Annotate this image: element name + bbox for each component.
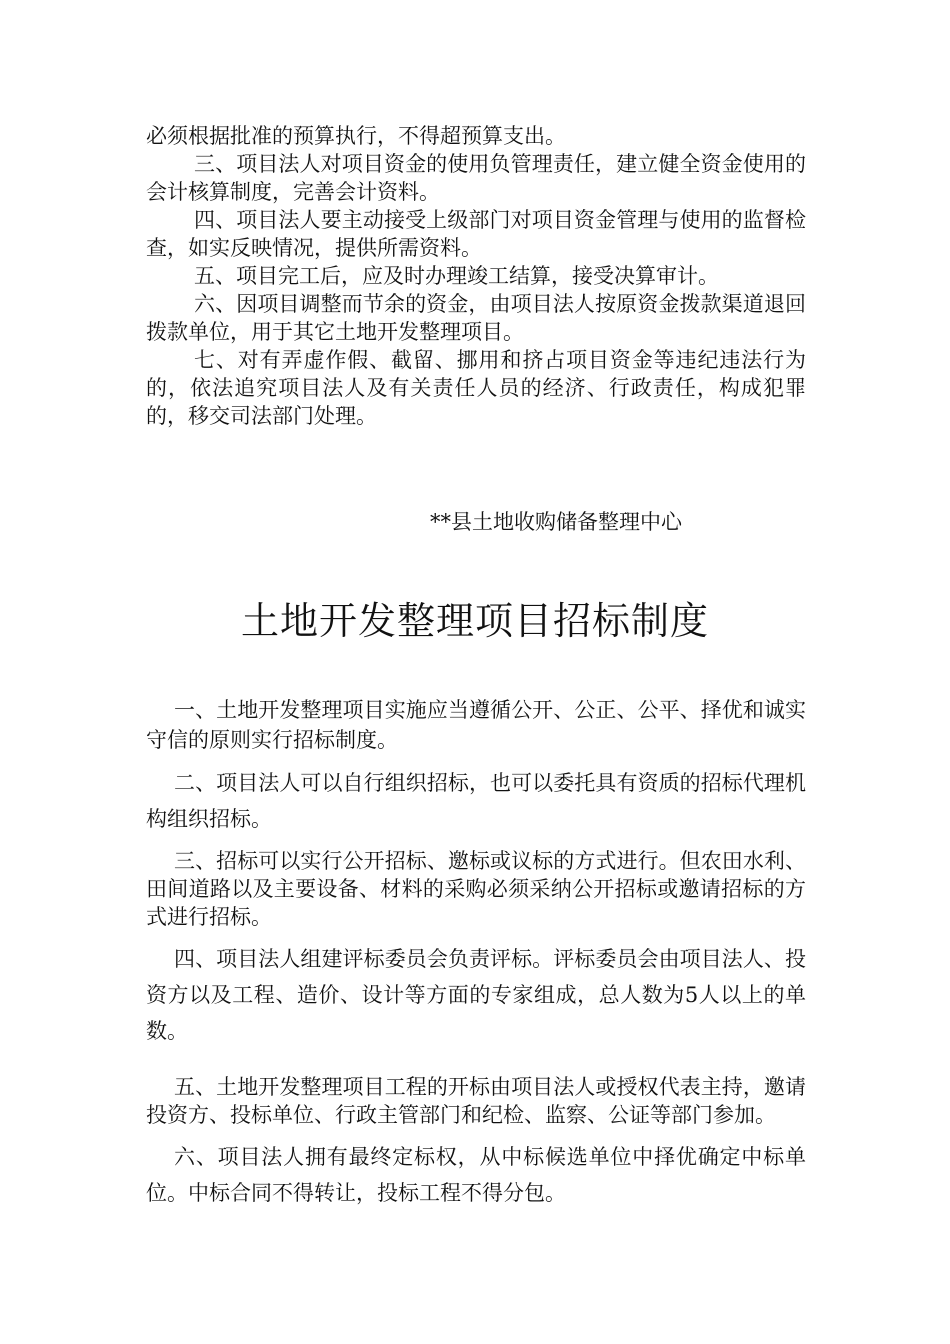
tender-rules-body: [146, 695, 806, 1211]
paragraph-item-5: 五、项目完工后，应及时办理竣工结算，接受决算审计。: [194, 264, 719, 288]
issuer-signature: **县土地收购储备整理中心: [430, 510, 682, 534]
rule-1: 一、土地开发整理项目实施应当遵循公开、公正、公平、择优和诚实守信的原则实行招标制度。: [146, 698, 806, 752]
paragraph-item-7: 七、对有弄虚作假、截留、挪用和挤占项目资金等违纪违法行为的，依法追究项目法人及有关责任人员的经济、行政责任，构成犯罪的，移交司法部门处理。: [146, 348, 806, 428]
rule-5: 五、土地开发整理项目工程的开标由项目法人或授权代表主持，邀请投资方、投标单位、行政主管部门和纪检、监察、公证等部门参加。: [146, 1075, 806, 1127]
fund-management-continuation: [146, 122, 806, 430]
paragraph-budget-execution: 必须根据批准的预算执行，不得超预算支出。: [146, 124, 566, 148]
rule-3: 三、招标可以实行公开招标、邀标或议标的方式进行。但农田水利、田间道路以及主要设备、材料的采购必须采纳公开招标或邀请招标的方式进行招标。: [146, 849, 806, 929]
rule-6: 六、项目法人拥有最终定标权，从中标候选单位中择优确定中标单位。中标合同不得转让，投标工程不得分包。: [146, 1145, 806, 1205]
rule-2: 二、项目法人可以自行组织招标，也可以委托具有资质的招标代理机构组织招标。: [146, 771, 806, 831]
paragraph-item-6: 六、因项目调整而节余的资金，由项目法人按原资金拨款渠道退回拨款单位，用于其它土地开发整理项目。: [146, 292, 806, 344]
paragraph-item-3: 三、项目法人对项目资金的使用负管理责任，建立健全资金使用的会计核算制度，完善会计资料。: [146, 152, 806, 204]
paragraph-item-4: 四、项目法人要主动接受上级部门对项目资金管理与使用的监督检查，如实反映情况，提供所需资料。: [146, 208, 806, 260]
document-title: 土地开发整理项目招标制度: [240, 599, 709, 643]
rule-4: 四、项目法人组建评标委员会负责评标。评标委员会由项目法人、投资方以及工程、造价、设计等方面的专家组成，总人数为5人以上的单数。: [146, 947, 806, 1043]
